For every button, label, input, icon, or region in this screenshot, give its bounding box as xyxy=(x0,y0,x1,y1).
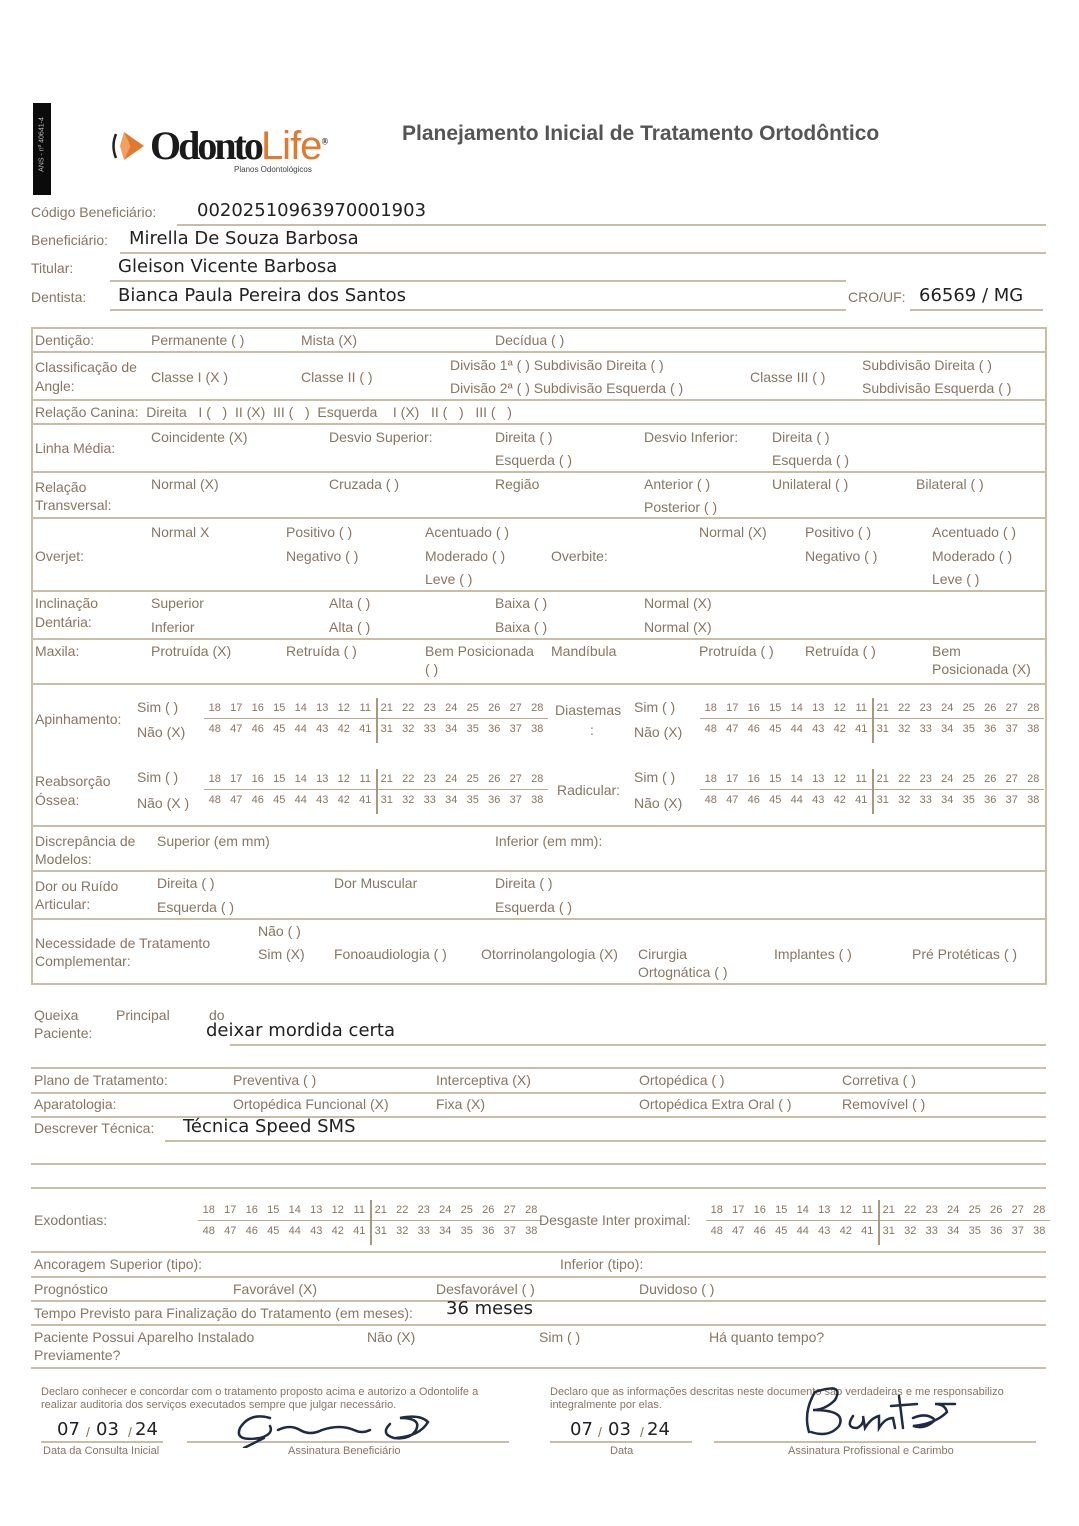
beneficiario-label: Beneficiário: xyxy=(31,232,109,248)
queixa-field[interactable]: deixar mordida certa xyxy=(206,1020,395,1041)
overbite-positivo-option[interactable]: Positivo ( ) xyxy=(805,524,872,540)
overbite-leve-option[interactable]: Leve ( ) xyxy=(932,571,980,587)
queixa-label-d: Paciente: xyxy=(34,1025,93,1041)
diastemas-teeth-chart[interactable] xyxy=(700,702,1044,735)
transversal-cruzada-option[interactable]: Cruzada ( ) xyxy=(329,476,400,492)
ancoragem-superior-field[interactable]: Ancoragem Superior (tipo): xyxy=(34,1256,203,1272)
maxila-bem-posicionada-option[interactable]: Bem Posicionada xyxy=(425,643,534,659)
overbite-acentuado-option[interactable]: Acentuado ( ) xyxy=(932,524,1017,540)
dor-muscular-direita-option[interactable]: Direita ( ) xyxy=(495,875,553,891)
denticao-mista-option[interactable]: Mista (X) xyxy=(301,332,357,348)
profissional-signature-label: Assinatura Profissional e Carimbo xyxy=(788,1445,954,1457)
overjet-moderado-option[interactable]: Moderado ( ) xyxy=(425,548,506,564)
odontolife-logo xyxy=(110,118,330,178)
inclinacao-inferior-label: Inferior xyxy=(151,619,195,635)
aparelho-label-line2: Previamente? xyxy=(34,1347,121,1363)
dor-muscular-label: Dor Muscular xyxy=(334,875,418,891)
beneficiario-field[interactable]: Mirella De Souza Barbosa xyxy=(129,228,359,249)
plano-preventiva-option[interactable]: Preventiva ( ) xyxy=(233,1072,317,1088)
aparatologia-fixa-option[interactable]: Fixa (X) xyxy=(436,1096,485,1112)
aparelho-sim-option[interactable]: Sim ( ) xyxy=(539,1329,581,1345)
dor-label-line1: Dor ou Ruído xyxy=(35,878,119,894)
queixa-label-c: do xyxy=(209,1007,225,1023)
aparatologia-removivel-option[interactable]: Removível ( ) xyxy=(842,1096,926,1112)
queixa-label-b: Principal xyxy=(116,1007,170,1023)
angle-classe3-option[interactable]: Classe III ( ) xyxy=(750,369,826,385)
consulta-date-label: Data da Consulta Inicial xyxy=(43,1445,160,1457)
maxila-protruida-option[interactable]: Protruída (X) xyxy=(151,643,232,659)
exodontias-label: Exodontias: xyxy=(34,1212,108,1228)
desvio-superior-direita-option[interactable]: Direita ( ) xyxy=(495,429,553,445)
radicular-nao-option[interactable]: Não (X) xyxy=(634,795,683,811)
mandibula-protruida-option[interactable]: Protruída ( ) xyxy=(699,643,774,659)
desvio-superior-label: Desvio Superior: xyxy=(329,429,433,445)
dor-esquerda-option[interactable]: Esquerda ( ) xyxy=(157,899,235,915)
angle-label-line1: Classificação de xyxy=(35,359,137,375)
angle-subdiv-direita-option[interactable]: Subdivisão Direita ( ) xyxy=(862,357,992,373)
codigo-field[interactable]: 00202510963970001903 xyxy=(197,200,427,221)
logo-wordmark: OdontoLife® xyxy=(150,123,326,168)
reabsorcao-sim-option[interactable]: Sim ( ) xyxy=(137,769,179,785)
profissional-declaration-line2: integralmente por elas. xyxy=(550,1399,662,1411)
titular-field[interactable]: Gleison Vicente Barbosa xyxy=(118,256,338,277)
dentista-field[interactable]: Bianca Paula Pereira dos Santos xyxy=(118,285,407,306)
linha-media-label: Linha Média: xyxy=(35,440,116,456)
complementar-fono-option[interactable]: Fonoaudiologia ( ) xyxy=(334,946,447,962)
maxila-bem-posicionada-checkbox[interactable]: ( ) xyxy=(425,661,439,677)
complementar-label-line2: Complementar: xyxy=(35,953,131,969)
transversal-label-line1: Relação xyxy=(35,479,87,495)
transversal-label-line2: Transversal: xyxy=(35,497,112,513)
overjet-positivo-option[interactable]: Positivo ( ) xyxy=(286,524,353,540)
upper-teeth-row: 18 17 16 15 14 13 12 11 21 22 23 24 25 26 27 28 xyxy=(204,702,548,719)
upper-teeth-row: 18 17 16 15 14 13 12 11 21 22 23 24 25 26 27 28 xyxy=(706,1204,1050,1221)
transversal-regiao-label: Região xyxy=(495,476,540,492)
dor-direita-option[interactable]: Direita ( ) xyxy=(157,875,215,891)
diastemas-sim-option[interactable]: Sim ( ) xyxy=(634,699,676,715)
plano-corretiva-option[interactable]: Corretiva ( ) xyxy=(842,1072,916,1088)
lower-teeth-row: 48 47 46 45 44 43 42 41 31 32 33 34 35 36 37 38 xyxy=(208,794,544,806)
reabsorcao-nao-option[interactable]: Não (X ) xyxy=(137,795,190,811)
profissional-date-label: Data xyxy=(610,1445,634,1457)
overbite-negativo-option[interactable]: Negativo ( ) xyxy=(805,548,878,564)
aparelho-label-line1: Paciente Possui Aparelho Instalado xyxy=(34,1329,255,1345)
prognostico-label: Prognóstico xyxy=(34,1281,108,1297)
upper-teeth-row: 18 17 16 15 14 13 12 11 21 22 23 24 25 26 27 28 xyxy=(700,702,1044,719)
reabsorcao-label-line2: Óssea: xyxy=(35,792,80,808)
complementar-implantes-option[interactable]: Implantes ( ) xyxy=(774,946,852,962)
ancoragem-inferior-field[interactable]: Inferior (tipo): xyxy=(560,1256,644,1272)
inclinacao-label-line1: Inclinação xyxy=(35,595,99,611)
inclinacao-inferior-baixa-option[interactable]: Baixa ( ) xyxy=(495,619,548,635)
plano-ortopedica-option[interactable]: Ortopédica ( ) xyxy=(639,1072,725,1088)
aparatologia-ortopedica-funcional-option[interactable]: Ortopédica Funcional (X) xyxy=(233,1096,389,1112)
inclinacao-superior-alta-option[interactable]: Alta ( ) xyxy=(329,595,371,611)
tecnica-field[interactable]: Técnica Speed SMS xyxy=(183,1116,356,1137)
profissional-declaration-line1: Declaro que as informações descritas neste documento são verdadeiras e me responsabilizo xyxy=(550,1386,1004,1398)
complementar-otorrino-option[interactable]: Otorrinolangologia (X) xyxy=(481,946,618,962)
desvio-inferior-label: Desvio Inferior: xyxy=(644,429,739,445)
discrepancia-superior-field[interactable]: Superior (em mm) xyxy=(157,833,270,849)
transversal-posterior-option[interactable]: Posterior ( ) xyxy=(644,499,718,515)
desvio-inferior-direita-option[interactable]: Direita ( ) xyxy=(772,429,830,445)
radicular-label: Radicular: xyxy=(557,782,621,798)
denticao-decidua-option[interactable]: Decídua ( ) xyxy=(495,332,565,348)
reabsorcao-label-line1: Reabsorção xyxy=(35,773,111,789)
complementar-nao-option[interactable]: Não ( ) xyxy=(258,923,301,939)
cro-field[interactable]: 66569 / MG xyxy=(919,285,1024,306)
maxila-retruida-option[interactable]: Retruída ( ) xyxy=(286,643,357,659)
overbite-moderado-option[interactable]: Moderado ( ) xyxy=(932,548,1013,564)
discrepancia-label-line1: Discrepância de xyxy=(35,833,136,849)
logo-subtitle: Planos Odontológicos xyxy=(234,165,312,174)
inclinacao-inferior-normal-option[interactable]: Normal (X) xyxy=(644,619,712,635)
angle-subdiv-esquerda-option[interactable]: Subdivisão Esquerda ( ) xyxy=(862,380,1012,396)
ans-registration-bar xyxy=(33,103,51,195)
overjet-leve-option[interactable]: Leve ( ) xyxy=(425,571,473,587)
diastemas-nao-option[interactable]: Não (X) xyxy=(634,724,683,740)
mandibula-bem-label: Bem xyxy=(932,643,961,659)
inclinacao-inferior-alta-option[interactable]: Alta ( ) xyxy=(329,619,371,635)
aparelho-nao-option[interactable]: Não (X) xyxy=(367,1329,416,1345)
denticao-permanente-option[interactable]: Permanente ( ) xyxy=(151,332,245,348)
profissional-month-field[interactable]: 03 xyxy=(608,1419,631,1440)
angle-divisao1-option[interactable]: Divisão 1ª ( ) Subdivisão Direita ( ) xyxy=(450,357,664,373)
aparatologia-extra-oral-option[interactable]: Ortopédica Extra Oral ( ) xyxy=(639,1096,792,1112)
prognostico-desfavoravel-option[interactable]: Desfavorável ( ) xyxy=(436,1281,535,1297)
apinhamento-label: Apinhamento: xyxy=(35,711,122,727)
lower-teeth-row: 48 47 46 45 44 43 42 41 31 32 33 34 35 36 37 38 xyxy=(704,723,1040,735)
overjet-label: Overjet: xyxy=(35,548,85,564)
complementar-cirurgia-label: Cirurgia xyxy=(638,946,688,962)
diastemas-label: Diastemas xyxy=(555,702,622,718)
complementar-cirurgia-option[interactable]: Ortognática ( ) xyxy=(638,964,728,980)
consulta-year-field[interactable]: 24 xyxy=(135,1419,158,1440)
angle-divisao2-option[interactable]: Divisão 2ª ( ) Subdivisão Esquerda ( ) xyxy=(450,380,684,396)
aparatologia-label: Aparatologia: xyxy=(34,1096,117,1112)
apinhamento-nao-option[interactable]: Não (X) xyxy=(137,724,186,740)
inclinacao-label-line2: Dentária: xyxy=(35,614,92,630)
tempo-label: Tempo Previsto para Finalização do Tratamento (em meses): xyxy=(34,1305,413,1321)
inclinacao-superior-normal-option[interactable]: Normal (X) xyxy=(644,595,712,611)
overjet-negativo-option[interactable]: Negativo ( ) xyxy=(286,548,359,564)
lower-teeth-row: 48 47 46 45 44 43 42 41 31 32 33 34 35 36 37 38 xyxy=(710,1225,1046,1237)
tecnica-label: Descrever Técnica: xyxy=(34,1120,155,1136)
lower-teeth-row: 48 47 46 45 44 43 42 41 31 32 33 34 35 36 37 38 xyxy=(704,794,1040,806)
linha-media-coincidente-option[interactable]: Coincidente (X) xyxy=(151,429,248,445)
plano-label: Plano de Tratamento: xyxy=(34,1072,168,1088)
discrepancia-label-line2: Modelos: xyxy=(35,851,92,867)
dentista-label: Dentista: xyxy=(31,289,87,305)
ans-registration-text: ANS - nº 40641-4 xyxy=(38,117,46,172)
beneficiario-declaration-line1: Declaro conhecer e concordar com o tratamento proposto acima e autorizo a Odontolife a xyxy=(41,1386,479,1398)
overbite-label: Overbite: xyxy=(551,548,608,564)
complementar-preproteticas-option[interactable]: Pré Protéticas ( ) xyxy=(912,946,1018,962)
complementar-sim-option[interactable]: Sim (X) xyxy=(258,946,305,962)
angle-classe2-option[interactable]: Classe II ( ) xyxy=(301,369,373,385)
relacao-canina-row[interactable]: Relação Canina: Direita I ( ) II (X) III ( ) Esquerda I (X) II ( ) III ( ) xyxy=(35,404,512,420)
apinhamento-sim-option[interactable]: Sim ( ) xyxy=(137,699,179,715)
overjet-acentuado-option[interactable]: Acentuado ( ) xyxy=(425,524,510,540)
consulta-day-field[interactable]: 07 xyxy=(57,1419,80,1440)
upper-teeth-row: 18 17 16 15 14 13 12 11 21 22 23 24 25 26 27 28 xyxy=(700,773,1044,790)
desgaste-label: Desgaste Inter proximal: xyxy=(539,1212,691,1228)
radicular-sim-option[interactable]: Sim ( ) xyxy=(634,769,676,785)
queixa-label-a: Queixa xyxy=(34,1007,79,1023)
radicular-teeth-chart[interactable] xyxy=(700,773,1044,806)
logo-emblem-icon xyxy=(110,126,150,166)
codigo-label: Código Beneficiário: xyxy=(31,204,157,220)
titular-label: Titular: xyxy=(31,260,74,276)
cro-label: CRO/UF: xyxy=(848,289,906,305)
lower-teeth-row: 48 47 46 45 44 43 42 41 31 32 33 34 35 36 37 38 xyxy=(202,1225,538,1237)
beneficiario-signature[interactable] xyxy=(230,1408,440,1448)
upper-teeth-row: 18 17 16 15 14 13 12 11 21 22 23 24 25 26 27 28 xyxy=(198,1204,542,1221)
page-title: Planejamento Inicial de Tratamento Ortodôntico xyxy=(402,122,880,145)
transversal-normal-option[interactable]: Normal (X) xyxy=(151,476,219,492)
inclinacao-superior-label: Superior xyxy=(151,595,204,611)
apinhamento-teeth-chart[interactable] xyxy=(204,702,548,735)
desvio-inferior-esquerda-option[interactable]: Esquerda ( ) xyxy=(772,452,850,468)
transversal-bilateral-option[interactable]: Bilateral ( ) xyxy=(916,476,984,492)
profissional-day-field[interactable]: 07 xyxy=(570,1419,593,1440)
mandibula-label: Mandíbula xyxy=(551,643,617,659)
angle-label-line2: Angle: xyxy=(35,378,75,394)
denticao-label: Dentição: xyxy=(35,332,95,348)
lower-teeth-row: 48 47 46 45 44 43 42 41 31 32 33 34 35 36 37 38 xyxy=(208,723,544,735)
inclinacao-superior-baixa-option[interactable]: Baixa ( ) xyxy=(495,595,548,611)
mandibula-bem-posicionada-option[interactable]: Posicionada (X) xyxy=(932,661,1031,677)
prognostico-favoravel-option[interactable]: Favorável (X) xyxy=(233,1281,318,1297)
upper-teeth-row: 18 17 16 15 14 13 12 11 21 22 23 24 25 26 27 28 xyxy=(204,773,548,790)
maxila-label: Maxila: xyxy=(35,643,80,659)
beneficiario-declaration-line2: realizar auditoria dos serviços executados sempre que julgar necessário. xyxy=(41,1399,397,1411)
angle-classe1-option[interactable]: Classe I (X ) xyxy=(151,369,229,385)
dor-label-line2: Articular: xyxy=(35,896,91,912)
aparelho-tempo-field[interactable]: Há quanto tempo? xyxy=(709,1329,825,1345)
complementar-label-line1: Necessidade de Tratamento xyxy=(35,935,211,951)
mandibula-retruida-option[interactable]: Retruída ( ) xyxy=(805,643,876,659)
diastemas-colon: : xyxy=(590,722,594,738)
tempo-field[interactable]: 36 meses xyxy=(446,1298,534,1319)
transversal-unilateral-option[interactable]: Unilateral ( ) xyxy=(772,476,849,492)
overbite-normal-option[interactable]: Normal (X) xyxy=(699,524,767,540)
plano-interceptiva-option[interactable]: Interceptiva (X) xyxy=(436,1072,531,1088)
profissional-signature[interactable] xyxy=(795,1382,965,1442)
discrepancia-inferior-field[interactable]: Inferior (em mm): xyxy=(495,833,603,849)
reabsorcao-teeth-chart[interactable] xyxy=(204,773,548,806)
profissional-year-field[interactable]: 24 xyxy=(647,1419,670,1440)
transversal-anterior-option[interactable]: Anterior ( ) xyxy=(644,476,711,492)
beneficiario-signature-label: Assinatura Beneficiário xyxy=(288,1445,401,1457)
desvio-superior-esquerda-option[interactable]: Esquerda ( ) xyxy=(495,452,573,468)
overjet-normal-option[interactable]: Normal X xyxy=(151,524,210,540)
exodontias-teeth-chart[interactable] xyxy=(198,1204,542,1237)
desgaste-teeth-chart[interactable] xyxy=(706,1204,1050,1237)
consulta-month-field[interactable]: 03 xyxy=(96,1419,119,1440)
prognostico-duvidoso-option[interactable]: Duvidoso ( ) xyxy=(639,1281,715,1297)
dor-muscular-esquerda-option[interactable]: Esquerda ( ) xyxy=(495,899,573,915)
